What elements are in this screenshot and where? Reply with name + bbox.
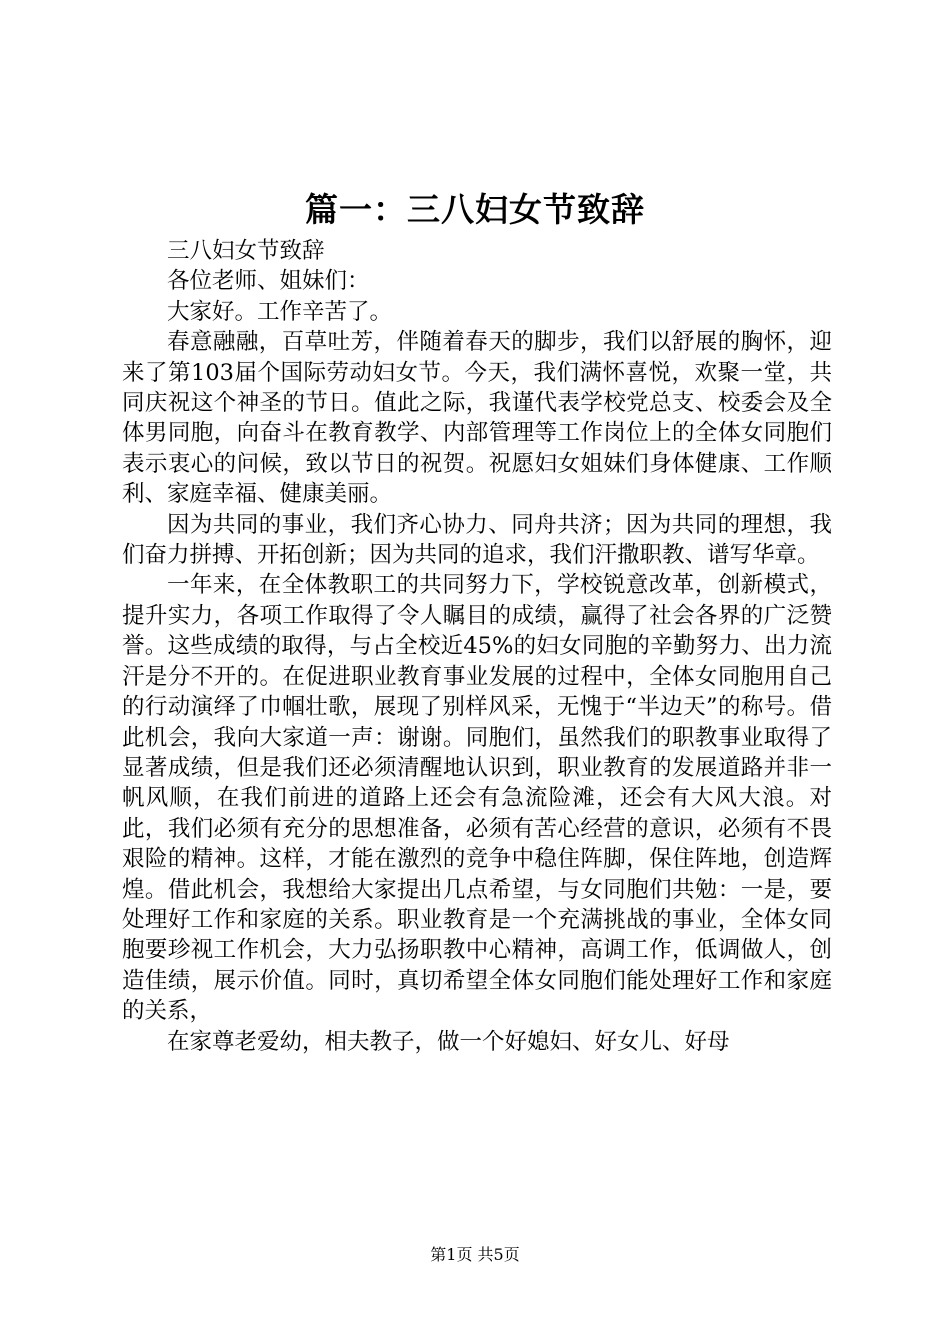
- paragraph-body: 一年来，在全体教职工的共同努力下，学校锐意改革，创新模式，提升实力，各项工作取得了令人瞩目的成绩，赢得了社会各界的广泛赞誉。这些成绩的取得，与占全校近45%的妇女同胞的辛勤努力、出力流汗是分不开的。在促进职业教育事业发展的过程中，全体女同胞用自己的行动演绎了巾帼壮歌，展现了别样风采，无愧于“半边天”的称号。借此机会，我向大家道一声：谢谢。同胞们，虽然我们的职教事业取得了显著成绩，但是我们还必须清醒地认识到，职业教育的发展道路并非一帆风顺，在我们前进的道路上还会有急流险滩，还会有大风大浪。对此，我们必须有充分的思想准备，必须有苦心经营的意识，必须有不畏艰险的精神。这样，才能在激烈的竞争中稳住阵脚，保住阵地，创造辉煌。借此机会，我想给大家提出几点希望，与女同胞们共勉：一是，要处理好工作和家庭的关系。职业教育是一个充满挑战的事业，全体女同胞要珍视工作机会，大力弘扬职教中心精神，高调工作，低调做人，创造佳绩，展示价值。同时，真切希望全体女同胞们能处理好工作和家庭的关系，: [122, 572, 832, 1025]
- page-number-footer: 第1页 共5页: [430, 1245, 520, 1264]
- paragraph-body: 在家尊老爱幼，相夫教子，做一个好媳妇、好女儿、好母: [167, 1028, 730, 1055]
- paragraph-salutation: 各位老师、姐妹们：: [167, 268, 370, 295]
- document-body: [122, 236, 832, 1057]
- paragraph-subtitle: 三八妇女节致辞: [167, 238, 325, 264]
- paragraph-body: 因为共同的事业，我们齐心协力、同舟共济；因为共同的理想，我们奋力拼搏、开拓创新；因为共同的追求，我们汗撒职教、谱写华章。: [122, 511, 832, 569]
- document-title: 篇一：三八妇女节致辞: [305, 190, 645, 229]
- paragraph-body: 春意融融，百草吐芳，伴随着春天的脚步，我们以舒展的胸怀，迎来了第103届个国际劳动妇女节。今天，我们满怀喜悦，欢聚一堂，共同庆祝这个神圣的节日。值此之际，我谨代表学校党总支、校委会及全体男同胞，向奋斗在教育教学、内部管理等工作岗位上的全体女同胞们表示衷心的问候，致以节日的祝贺。祝愿妇女姐妹们身体健康、工作顺利、家庭幸福、健康美丽。: [122, 329, 832, 508]
- paragraph-greeting: 大家好。工作辛苦了。: [167, 298, 393, 325]
